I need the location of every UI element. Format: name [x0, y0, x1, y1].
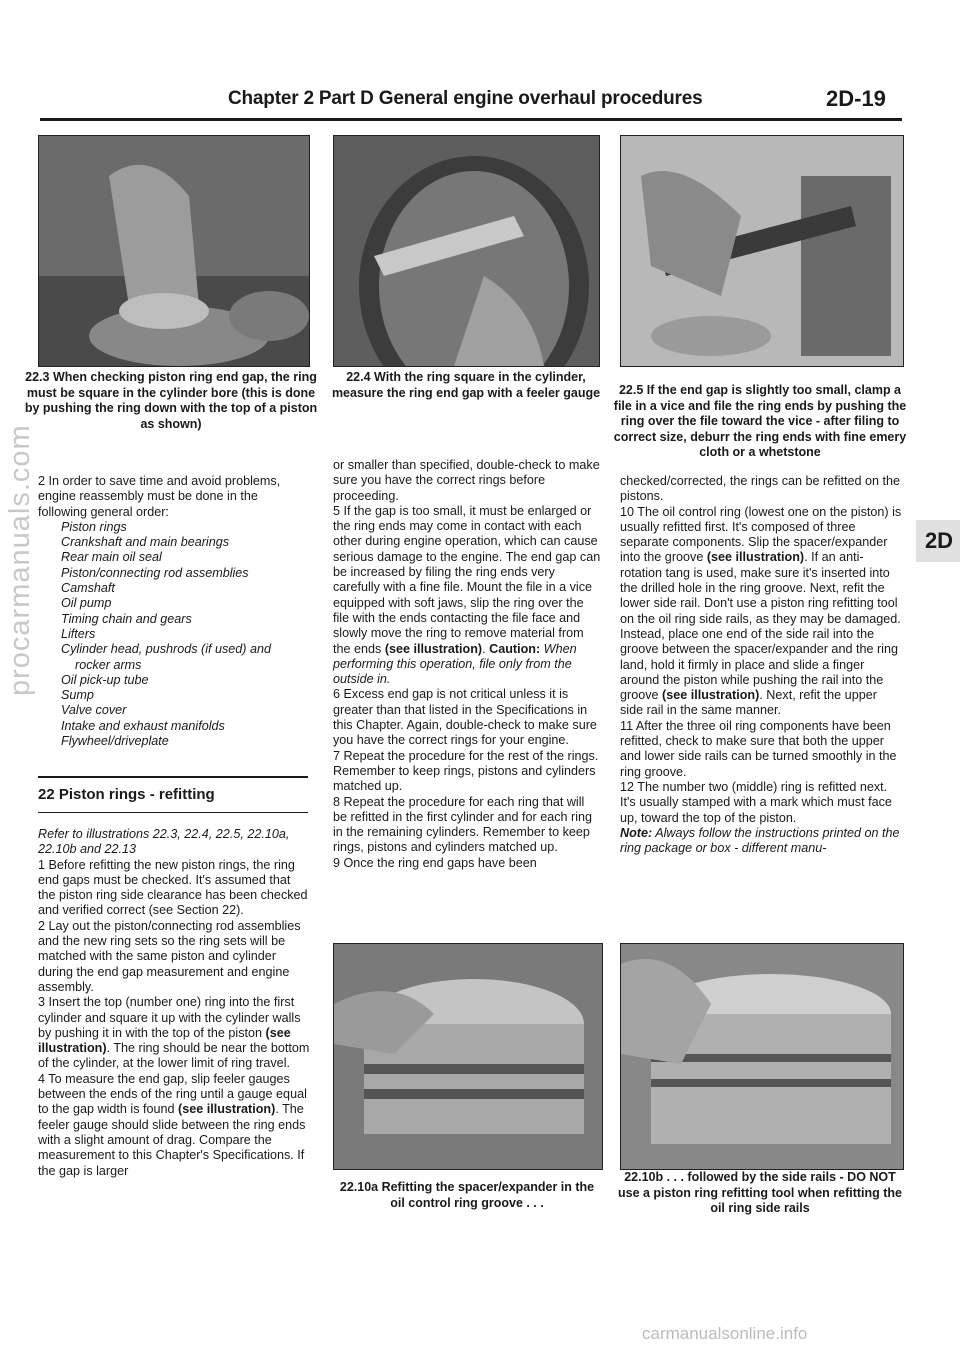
order-item: Piston/connecting rod assemblies	[61, 565, 249, 580]
paragraph-9: 9 Once the ring end gaps have been	[333, 855, 537, 870]
illustration-ref: (see illustration)	[662, 688, 760, 703]
paragraph-12: 12 The number two (middle) ring is refitted next. It's usually stamped with a mark which must face up, toward the top of the piston.	[620, 779, 892, 825]
note-label: Note:	[620, 825, 653, 840]
reassembly-intro: 2 In order to save time and avoid problems, engine reassembly must be done in the following general order:	[38, 474, 281, 519]
section-rule-bottom	[38, 812, 308, 813]
caption-22-4: 22.4 With the ring square in the cylinder, measure the ring end gap with a feeler gauge	[331, 370, 601, 400]
photo-22-4	[333, 135, 600, 367]
order-item: Piston rings	[61, 519, 127, 534]
paragraph-4: 4 To measure the end gap, slip feeler gauges between the ends of the ring until a gauge equal to the gap width is found (see illustration). The feeler gauge should slide between the ring ends with a slight amount of drag. Compare the measurement to this Chapter's Specifications. If the gap is larger	[38, 1071, 307, 1178]
order-item: Sump	[61, 688, 94, 703]
order-item: Oil pick-up tube	[61, 672, 149, 687]
order-item: Flywheel/driveplate	[61, 734, 169, 749]
order-item: Timing chain and gears	[61, 611, 192, 626]
side-watermark: procarmanuals.com	[4, 424, 36, 696]
column-1-body	[38, 827, 310, 1179]
caption-22-10a: 22.10a Refitting the spacer/expander in the oil control ring groove . . .	[339, 1180, 595, 1210]
paragraph-12-note: Note: Always follow the instructions printed on the ring package or box - different manu-	[620, 825, 900, 856]
photo-22-10a	[333, 943, 603, 1170]
paragraph-3: 3 Insert the top (number one) ring into the first cylinder and square it up with the cylinder walls by pushing it in with the top of the piston (see illustration). The ring should be near the bottom of the cylinder, at the lower limit of ring travel.	[38, 995, 310, 1071]
page-number: 2D-19	[826, 86, 886, 111]
photo-22-10a-image	[334, 944, 602, 1169]
paragraph-2: 2 Lay out the piston/connecting rod assemblies and the new ring sets so the ring sets will be matched with the same piston and cylinder during the end gap measurement and engine assembly.	[38, 918, 301, 994]
paragraph-4-cont: or smaller than specified, double-check to make sure you have the correct rings before proceeding.	[333, 458, 600, 503]
paragraph-7: 7 Repeat the procedure for the rest of the rings. Remember to keep rings, pistons and cylinders matched up.	[333, 748, 599, 794]
photo-22-3	[38, 135, 310, 367]
photo-22-10b	[620, 943, 904, 1170]
footer-watermark: carmanualsonline.info	[642, 1324, 808, 1343]
header-rule	[40, 118, 902, 121]
illustration-ref: (see illustration)	[38, 1025, 291, 1056]
section-rule-top	[38, 776, 308, 778]
paragraph-6: 6 Excess end gap is not critical unless it is greater than that listed in the Specifications in this Chapter. Again, double-check to make sure you have the correct rings for your engine.	[333, 687, 597, 748]
paragraph-11: 11 After the three oil ring components have been refitted, check to make sure that both the upper and lower side rails can be turned smoothly in the ring groove.	[620, 718, 897, 779]
section-title: 22 Piston rings - refitting	[38, 786, 215, 803]
paragraph-9-cont: checked/corrected, the rings can be refitted on the pistons.	[620, 474, 901, 504]
column-3	[620, 474, 902, 856]
order-item: Camshaft	[61, 581, 115, 596]
photo-22-3-image	[39, 136, 309, 366]
paragraph-1: 1 Before refitting the new piston rings, the ring end gaps must be checked. It's assumed that the piston ring side clearance has been checked and verified correct (see Section 22).	[38, 857, 308, 918]
paragraph-8: 8 Repeat the procedure for each ring that will be refitted in the first cylinder and for each ring in the remaining cylinders. Remember to keep rings, pistons and cylinders matched up.	[333, 794, 593, 855]
photo-22-4-image	[334, 136, 599, 366]
order-item: Lifters	[61, 626, 96, 641]
paragraph-10: 10 The oil control ring (lowest one on the piston) is usually refitted first. It's composed of three separate components. Slip the spacer/expander into the groove (see illustration). If an anti-rotation tang is used, make sure it's inserted into the drilled hole in the ring groove. Next, refit the lower side rail. Don't use a piston ring refitting tool on the oil ring side rails, as they may be damaged. Instead, place one end of the side rail into the groove between the spacer/expander and the ring land, hold it firmly in place and slide a finger around the piston while pushing the rail into the groove (see illustration). Next, refit the upper side rail in the same manner.	[620, 504, 902, 718]
order-item: Intake and exhaust manifolds	[61, 718, 225, 733]
column-2	[333, 458, 601, 871]
order-item: Rear main oil seal	[61, 550, 162, 565]
column-1	[38, 474, 310, 749]
photo-22-5	[620, 135, 904, 367]
order-item: Oil pump	[61, 596, 112, 611]
order-item: Cylinder head, pushrods (if used) and	[61, 642, 272, 657]
caption-22-3: 22.3 When checking piston ring end gap, the ring must be square in the cylinder bore (this is done by pushing the ring down with the top of a piston as shown)	[24, 370, 318, 431]
order-item: Valve cover	[61, 703, 127, 718]
order-item: rocker arms	[75, 657, 142, 672]
page-header-title: Chapter 2 Part D General engine overhaul procedures	[228, 88, 703, 109]
illustration-ref: (see illustration)	[384, 641, 483, 656]
caption-22-5: 22.5 If the end gap is slightly too small, clamp a file in a vice and file the ring ends by pushing the ring over the file toward the vice - after filing to correct size, deburr the ring ends with fine emery cloth or a whetstone	[613, 383, 907, 459]
illustration-reference: Refer to illustrations 22.3, 22.4, 22.5, 22.10a, 22.10b and 22.13	[38, 827, 290, 857]
illustration-ref: (see illustration)	[178, 1102, 276, 1117]
caution-label: Caution:	[489, 641, 541, 656]
chapter-tab: 2D	[916, 520, 960, 562]
photo-22-10b-image	[621, 944, 903, 1169]
illustration-ref: (see illustration)	[706, 550, 805, 565]
photo-22-5-image	[621, 136, 903, 366]
caption-22-10b: 22.10b . . . followed by the side rails - DO NOT use a piston ring refitting tool when refitting the oil ring side rails	[617, 1170, 903, 1215]
paragraph-5: 5 If the gap is too small, it must be enlarged or the ring ends may come in contact with each other during engine operation, which can cause serious damage to the engine. The end gap can be increased by filing the ring ends very carefully with a fine file. Mount the file in a vice equipped with soft jaws, slip the ring over the file with the ends contacting the file face and slowly move the ring to remove material from the ends (see illustration). Caution: When performing this operation, file only from the outside in.	[333, 503, 601, 687]
order-item: Crankshaft and main bearings	[61, 535, 230, 550]
